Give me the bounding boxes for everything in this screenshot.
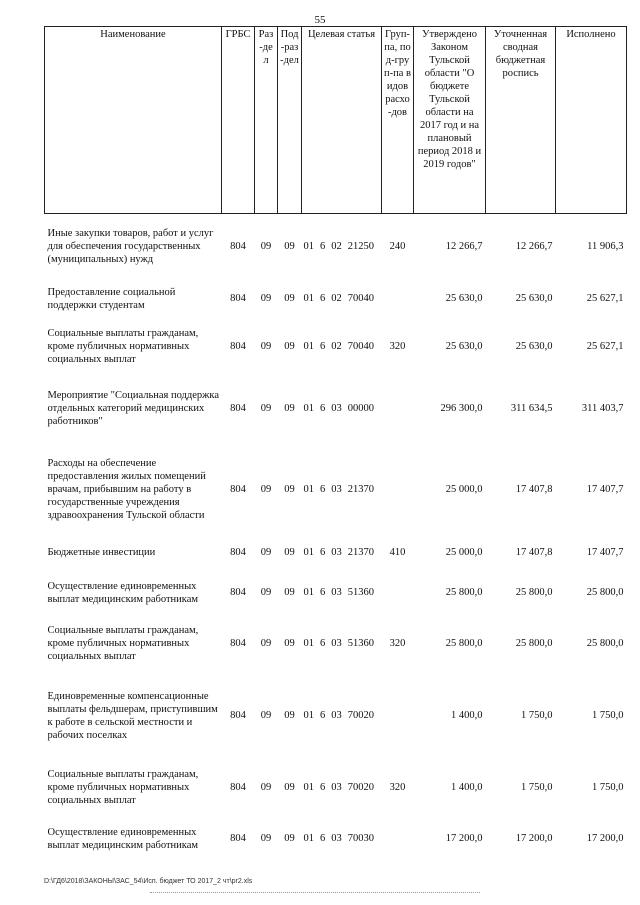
row-group: 320 bbox=[389, 341, 406, 352]
row-podrazdel: 09 bbox=[284, 403, 295, 414]
row-grbs: 804 bbox=[230, 484, 246, 495]
row-approved: 12 266,7 bbox=[445, 241, 483, 253]
target-part-cs3: 03 bbox=[331, 638, 342, 649]
row-refined: 25 630,0 bbox=[515, 341, 553, 352]
row-podrazdel: 09 bbox=[284, 833, 295, 844]
table-row bbox=[45, 670, 627, 762]
target-part-cs1: 01 bbox=[303, 293, 314, 304]
row-razdel: 09 bbox=[260, 782, 272, 793]
row-razdel: 09 bbox=[260, 547, 272, 558]
target-part-cs3: 02 bbox=[331, 341, 342, 352]
row-executed: 17 200,0 bbox=[586, 833, 624, 844]
target-part-cs4: 70040 bbox=[347, 293, 374, 304]
row-approved: 25 000,0 bbox=[445, 484, 483, 495]
target-part-cs4: 21250 bbox=[347, 241, 374, 253]
row-name: Бюджетные инвестиции bbox=[47, 547, 156, 558]
target-part-cs1: 01 bbox=[303, 710, 314, 721]
target-part-cs4: 51360 bbox=[347, 638, 374, 649]
target-part-cs1: 01 bbox=[303, 241, 314, 253]
row-podrazdel: 09 bbox=[284, 638, 295, 649]
row-approved: 25 800,0 bbox=[445, 638, 483, 649]
table-row bbox=[45, 568, 627, 618]
scan-artifact bbox=[150, 892, 480, 894]
target-part-cs2: 6 bbox=[320, 587, 326, 598]
row-refined: 17 407,8 bbox=[515, 484, 553, 495]
target-part-cs2: 6 bbox=[320, 547, 326, 558]
row-refined: 1 750,0 bbox=[521, 710, 553, 721]
table-header-row bbox=[45, 27, 627, 214]
table-row bbox=[45, 538, 627, 568]
header-executed: Исполнено bbox=[556, 27, 627, 214]
target-part-cs2: 6 bbox=[320, 710, 326, 721]
row-razdel: 09 bbox=[260, 710, 272, 721]
row-approved: 25 000,0 bbox=[445, 547, 483, 558]
target-part-cs2: 6 bbox=[320, 782, 326, 793]
row-refined: 25 630,0 bbox=[515, 293, 553, 304]
target-part-cs4: 70030 bbox=[347, 833, 374, 844]
row-podrazdel: 09 bbox=[284, 484, 295, 495]
target-part-cs1: 01 bbox=[303, 341, 314, 352]
target-part-cs4: 51360 bbox=[347, 587, 374, 598]
target-part-cs2: 6 bbox=[320, 833, 326, 844]
target-part-cs2: 6 bbox=[320, 638, 326, 649]
header-name: Наименование bbox=[45, 27, 222, 214]
row-target bbox=[302, 568, 382, 618]
row-name: Иные закупки товаров, работ и услуг для обеспечения государственных (муниципальных) нужд bbox=[47, 228, 214, 266]
row-razdel: 09 bbox=[260, 403, 272, 414]
target-part-cs3: 02 bbox=[331, 241, 342, 253]
target-part-cs4: 70020 bbox=[347, 710, 374, 721]
table-row bbox=[45, 214, 627, 280]
row-razdel: 09 bbox=[260, 293, 272, 304]
row-executed: 25 800,0 bbox=[586, 587, 624, 598]
row-executed: 311 403,7 bbox=[581, 403, 624, 414]
row-target bbox=[302, 280, 382, 318]
row-podrazdel: 09 bbox=[284, 341, 295, 352]
row-razdel: 09 bbox=[260, 638, 272, 649]
target-part-cs3: 02 bbox=[331, 293, 342, 304]
row-grbs: 804 bbox=[230, 403, 246, 414]
row-group bbox=[382, 814, 414, 864]
row-name: Расходы на обеспечение предоставления жилых помещений врачам, прибывшим на работу в государственные учреждения здравоохранения Тульской области bbox=[47, 458, 206, 521]
row-refined: 25 800,0 bbox=[515, 587, 553, 598]
row-approved: 25 630,0 bbox=[445, 293, 483, 304]
target-part-cs1: 01 bbox=[303, 833, 314, 844]
target-part-cs3: 03 bbox=[331, 833, 342, 844]
row-name: Предоставление социальной поддержки студентам bbox=[47, 286, 176, 311]
row-grbs: 804 bbox=[230, 710, 246, 721]
row-razdel: 09 bbox=[260, 241, 272, 253]
header-podrazdel: Под-раз-дел bbox=[278, 27, 302, 214]
row-approved: 1 400,0 bbox=[451, 782, 483, 793]
row-target bbox=[302, 214, 382, 280]
table-row bbox=[45, 762, 627, 814]
target-part-cs4: 21370 bbox=[347, 547, 374, 558]
row-podrazdel: 09 bbox=[284, 587, 295, 598]
row-name: Социальные выплаты гражданам, кроме публичных нормативных социальных выплат bbox=[47, 328, 199, 365]
row-executed: 11 906,3 bbox=[587, 241, 624, 253]
table-body bbox=[45, 214, 627, 864]
target-part-cs3: 03 bbox=[331, 484, 342, 495]
row-executed: 25 627,1 bbox=[586, 341, 624, 352]
row-grbs: 804 bbox=[230, 587, 246, 598]
row-approved: 17 200,0 bbox=[445, 833, 483, 844]
row-target bbox=[302, 442, 382, 538]
row-target bbox=[302, 618, 382, 670]
row-approved: 296 300,0 bbox=[440, 403, 483, 414]
target-part-cs1: 01 bbox=[303, 587, 314, 598]
table-row bbox=[45, 618, 627, 670]
row-podrazdel: 09 bbox=[284, 782, 295, 793]
row-approved: 25 800,0 bbox=[445, 587, 483, 598]
header-target: Целевая статья bbox=[302, 27, 382, 214]
target-part-cs3: 03 bbox=[331, 587, 342, 598]
row-name: Мероприятие "Социальная поддержка отдельных категорий медицинских работников" bbox=[47, 390, 219, 427]
page-number: 55 bbox=[314, 14, 326, 26]
row-target bbox=[302, 376, 382, 442]
row-target bbox=[302, 814, 382, 864]
row-target bbox=[302, 538, 382, 568]
file-path-footer: D:\ГД6\2018\ЗАКОНЫ\ЗАС_54\Исп. бюджет ТО 2017_2 чт\pr2.xls bbox=[44, 878, 253, 885]
row-razdel: 09 bbox=[260, 484, 272, 495]
row-name: Осуществление единовременных выплат медицинским работникам bbox=[47, 580, 199, 605]
row-group: 320 bbox=[389, 782, 406, 793]
row-executed: 1 750,0 bbox=[592, 782, 624, 793]
header-grbs: ГРБС bbox=[222, 27, 255, 214]
target-part-cs1: 01 bbox=[303, 782, 314, 793]
row-grbs: 804 bbox=[230, 241, 246, 253]
row-razdel: 09 bbox=[260, 341, 272, 352]
row-podrazdel: 09 bbox=[284, 293, 295, 304]
target-part-cs3: 03 bbox=[331, 403, 342, 414]
row-grbs: 804 bbox=[230, 293, 246, 304]
header-group: Груп-па, под-груп-па видов расхо-дов bbox=[382, 27, 414, 214]
row-group bbox=[382, 442, 414, 538]
header-approved: Утверждено Законом Тульской области "О бюджете Тульской области на 2017 год и на плановый период 2018 и 2019 годов" bbox=[414, 27, 486, 214]
table-row bbox=[45, 376, 627, 442]
row-refined: 25 800,0 bbox=[515, 638, 553, 649]
row-name: Социальные выплаты гражданам, кроме публичных нормативных социальных выплат bbox=[47, 769, 199, 806]
target-part-cs4: 70020 bbox=[347, 782, 374, 793]
table-row bbox=[45, 442, 627, 538]
row-refined: 17 200,0 bbox=[515, 833, 553, 844]
row-executed: 17 407,7 bbox=[586, 484, 624, 495]
target-part-cs1: 01 bbox=[303, 547, 314, 558]
row-group bbox=[382, 376, 414, 442]
row-target bbox=[302, 762, 382, 814]
target-part-cs4: 00000 bbox=[347, 403, 374, 414]
table-row bbox=[45, 814, 627, 864]
budget-table bbox=[44, 26, 627, 864]
row-refined: 12 266,7 bbox=[515, 241, 553, 253]
table-row bbox=[45, 280, 627, 318]
row-podrazdel: 09 bbox=[284, 547, 295, 558]
target-part-cs2: 6 bbox=[320, 484, 326, 495]
target-part-cs2: 6 bbox=[320, 403, 326, 414]
row-approved: 25 630,0 bbox=[445, 341, 483, 352]
row-grbs: 804 bbox=[230, 638, 246, 649]
row-name: Осуществление единовременных выплат медицинским работникам bbox=[47, 826, 199, 851]
target-part-cs4: 21370 bbox=[347, 484, 374, 495]
row-executed: 25 800,0 bbox=[586, 638, 624, 649]
row-grbs: 804 bbox=[230, 341, 246, 352]
row-refined: 1 750,0 bbox=[521, 782, 553, 793]
target-part-cs3: 03 bbox=[331, 547, 342, 558]
row-name: Социальные выплаты гражданам, кроме публичных нормативных социальных выплат bbox=[47, 625, 199, 662]
row-group bbox=[382, 670, 414, 762]
row-grbs: 804 bbox=[230, 833, 246, 844]
row-executed: 1 750,0 bbox=[592, 710, 624, 721]
target-part-cs4: 70040 bbox=[347, 341, 374, 352]
row-refined: 17 407,8 bbox=[515, 547, 553, 558]
row-refined: 311 634,5 bbox=[510, 403, 553, 414]
row-podrazdel: 09 bbox=[284, 710, 295, 721]
row-group: 410 bbox=[389, 547, 406, 558]
target-part-cs2: 6 bbox=[320, 341, 326, 352]
target-part-cs3: 03 bbox=[331, 710, 342, 721]
row-approved: 1 400,0 bbox=[451, 710, 483, 721]
row-razdel: 09 bbox=[260, 833, 272, 844]
row-group: 320 bbox=[389, 638, 406, 649]
row-name: Единовременные компенсационные выплаты фельдшерам, приступившим к работе в сельской местности и рабочих поселках bbox=[47, 690, 218, 741]
header-razdel: Раз-дел bbox=[255, 27, 278, 214]
row-razdel: 09 bbox=[260, 587, 272, 598]
table-row bbox=[45, 318, 627, 376]
target-part-cs1: 01 bbox=[303, 403, 314, 414]
row-group bbox=[382, 568, 414, 618]
row-group: 240 bbox=[389, 241, 406, 253]
target-part-cs1: 01 bbox=[303, 638, 314, 649]
target-part-cs2: 6 bbox=[320, 241, 326, 253]
header-refined: Уточненная сводная бюджетная роспись bbox=[486, 27, 556, 214]
target-part-cs2: 6 bbox=[320, 293, 326, 304]
row-group bbox=[382, 280, 414, 318]
row-grbs: 804 bbox=[230, 782, 246, 793]
row-target bbox=[302, 318, 382, 376]
target-part-cs1: 01 bbox=[303, 484, 314, 495]
row-target bbox=[302, 670, 382, 762]
row-podrazdel: 09 bbox=[284, 241, 295, 253]
row-grbs: 804 bbox=[230, 547, 246, 558]
target-part-cs3: 03 bbox=[331, 782, 342, 793]
row-executed: 17 407,7 bbox=[586, 547, 624, 558]
row-executed: 25 627,1 bbox=[586, 293, 624, 304]
